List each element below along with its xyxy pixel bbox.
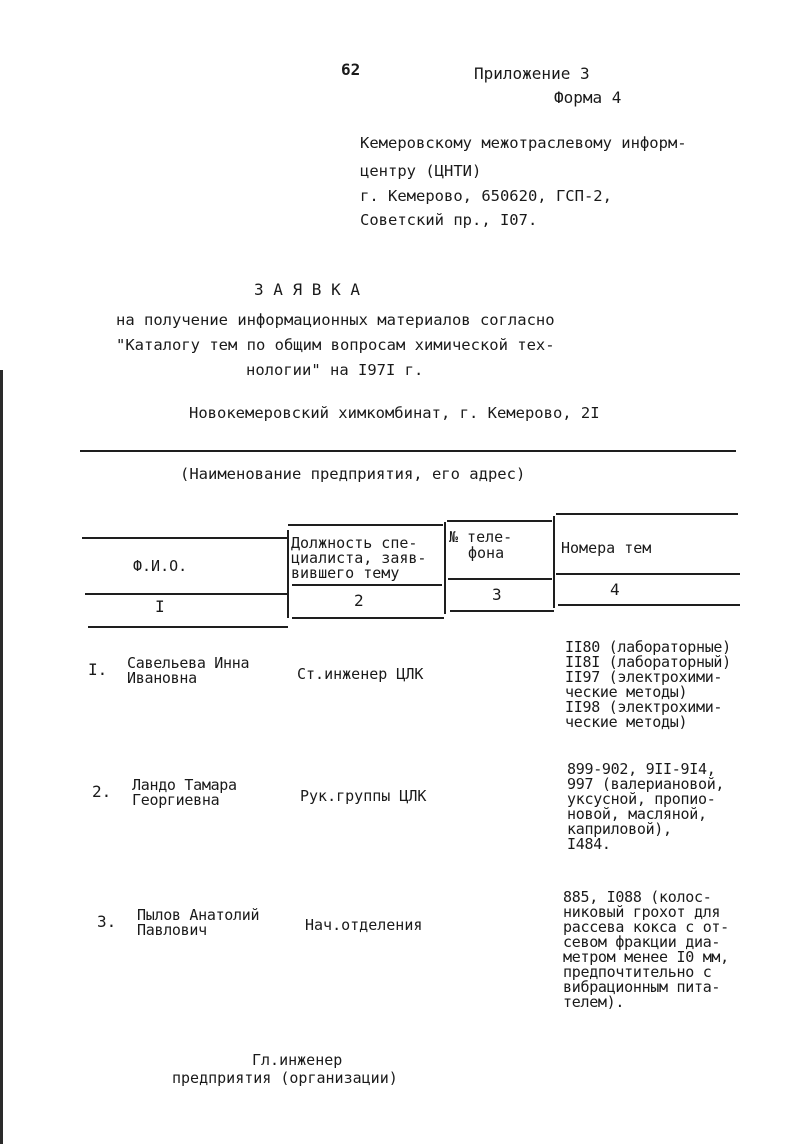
row-position: Нач.отделения [305,916,423,934]
table-rule [292,584,442,586]
row-number: I. [88,660,108,679]
header-topics: Номера тем [561,539,652,557]
table-rule [292,617,444,619]
table-rule [82,537,288,539]
column-divider [444,522,446,614]
subtitle-line: на получение информационных материалов согласно [116,311,555,329]
header-position: Должность спе- [291,534,418,552]
table-rule [88,626,288,628]
form-label: Форма 4 [554,88,622,107]
row-topics: II80 (лабораторные) II8I (лабораторный) II97 (электрохими- ческие методы) II98 (электрохими- ческие методы) [565,638,731,731]
row-number: 3. [97,912,117,931]
row-position: Рук.группы ЦЛК [300,787,427,805]
document-title: З А Я В К А [254,280,360,299]
enterprise-name: Новокемеровский химкомбинат, г. Кемерово, 2I [189,404,600,422]
row-name: Пылов Анатолий Павлович [137,906,260,939]
header-phone: № теле- [449,528,513,546]
recipient-line: г. Кемерово, 650620, ГСП-2, [360,187,612,205]
appendix-label: Приложение 3 [474,64,590,83]
scan-edge [0,370,3,1144]
signature-title: Гл.инженер [252,1051,343,1069]
header-position: циалиста, заяв- [291,549,427,567]
table-rule [556,513,738,515]
table-rule [556,573,740,575]
signature-caption: предприятия (организации) [172,1069,398,1087]
row-position: Ст.инженер ЦЛК [297,665,424,683]
recipient-line: центру (ЦНТИ) [360,162,482,180]
recipient-line: Советский пр., I07. [360,211,538,229]
table-rule [447,520,552,522]
enterprise-caption: (Наименование предприятия, его адрес) [180,465,526,483]
column-number: 2 [354,591,364,610]
column-number: 3 [492,585,502,604]
recipient-line: Кемеровскому межотраслевому информ- [360,134,687,152]
table-rule [85,593,288,595]
header-phone: фона [468,544,505,562]
table-rule [448,578,552,580]
column-divider [287,530,289,618]
row-number: 2. [92,782,112,801]
subtitle-line: "Каталогу тем по общим вопросам химической тех- [116,336,555,354]
table-rule [558,604,740,606]
row-topics: 899-902, 9II-9I4, 997 (валериановой, уксусной, пропио- новой, масляной, каприловой), I484. [567,760,725,853]
column-number: I [155,597,165,616]
row-topics: 885, I088 (колос- никовый грохот для рассева кокса с от- севом фракции диа- метром менее I0 мм, предпочтительно с вибрационным пита- телем). [563,888,729,1011]
column-divider [553,516,555,608]
header-position: вившего тему [291,564,400,582]
column-number: 4 [610,580,620,599]
row-name: Ландо Тамара Георгиевна [132,776,237,809]
table-rule [450,610,554,612]
table-rule [288,524,443,526]
row-name: Савельева Инна Ивановна [127,654,250,687]
header-name: Ф.И.О. [133,557,188,575]
subtitle-line: нологии" на I97I г. [246,361,424,379]
enterprise-underline [80,450,736,452]
page-number: 62 [341,60,361,79]
